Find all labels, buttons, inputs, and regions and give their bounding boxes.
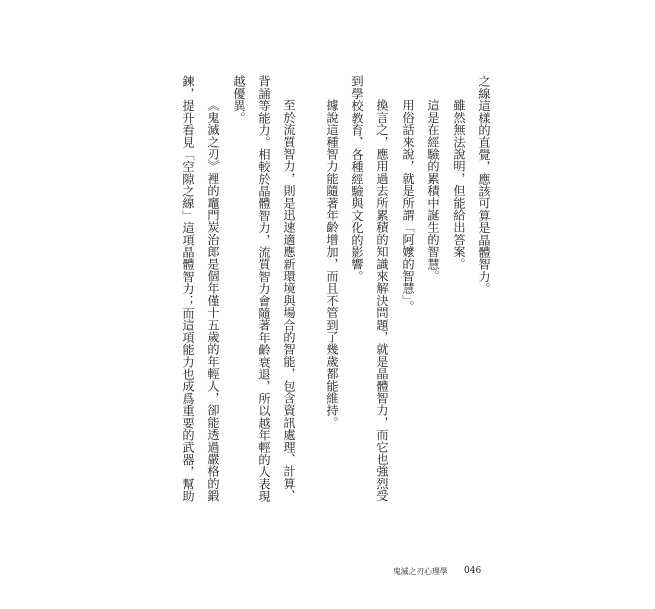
text-line: 越優異。: [232, 75, 246, 124]
text-line: 到學校教育、各種經驗與文化的影響。: [350, 75, 364, 283]
text-line: 至於流質智力，則是迅速適應新環境與場合的智能，包含資訊處理、計算、: [282, 99, 296, 502]
text-line: 背誦等能力。相較於晶體智力，流質智力會隨著年齡衰退，所以越年輕的人表現: [257, 75, 271, 502]
page-number: 046: [464, 566, 482, 576]
text-line: 雖然無法說明，但能給出答案。: [452, 99, 466, 271]
text-line: 鍊，提升看見「空隙之線」這項晶體智力；而這項能力也成爲重要的武器，幫助: [181, 75, 195, 502]
running-title: 鬼滅之刃心理學: [393, 567, 448, 576]
text-line: 《鬼滅之刃》裡的竈門炭治郎是個年僅十五歲的年輕人，卻能透過嚴格的鍛: [206, 99, 220, 502]
text-line: 換言之，應用過去所累積的知識來解決問題，就是晶體智力，而它也強烈受: [375, 99, 389, 502]
text-line: 用俗話來說，就是所謂「阿嬤的智慧」。: [401, 99, 415, 313]
text-line: 之線這樣的直覺，應該可算是晶體智力。: [477, 75, 491, 295]
text-line: 據說這種智力能隨著年齡增加，而且不管到了幾歲都能維持。: [325, 99, 339, 429]
text-line: 這是在經驗的累積中誕生的智慧。: [426, 99, 440, 283]
